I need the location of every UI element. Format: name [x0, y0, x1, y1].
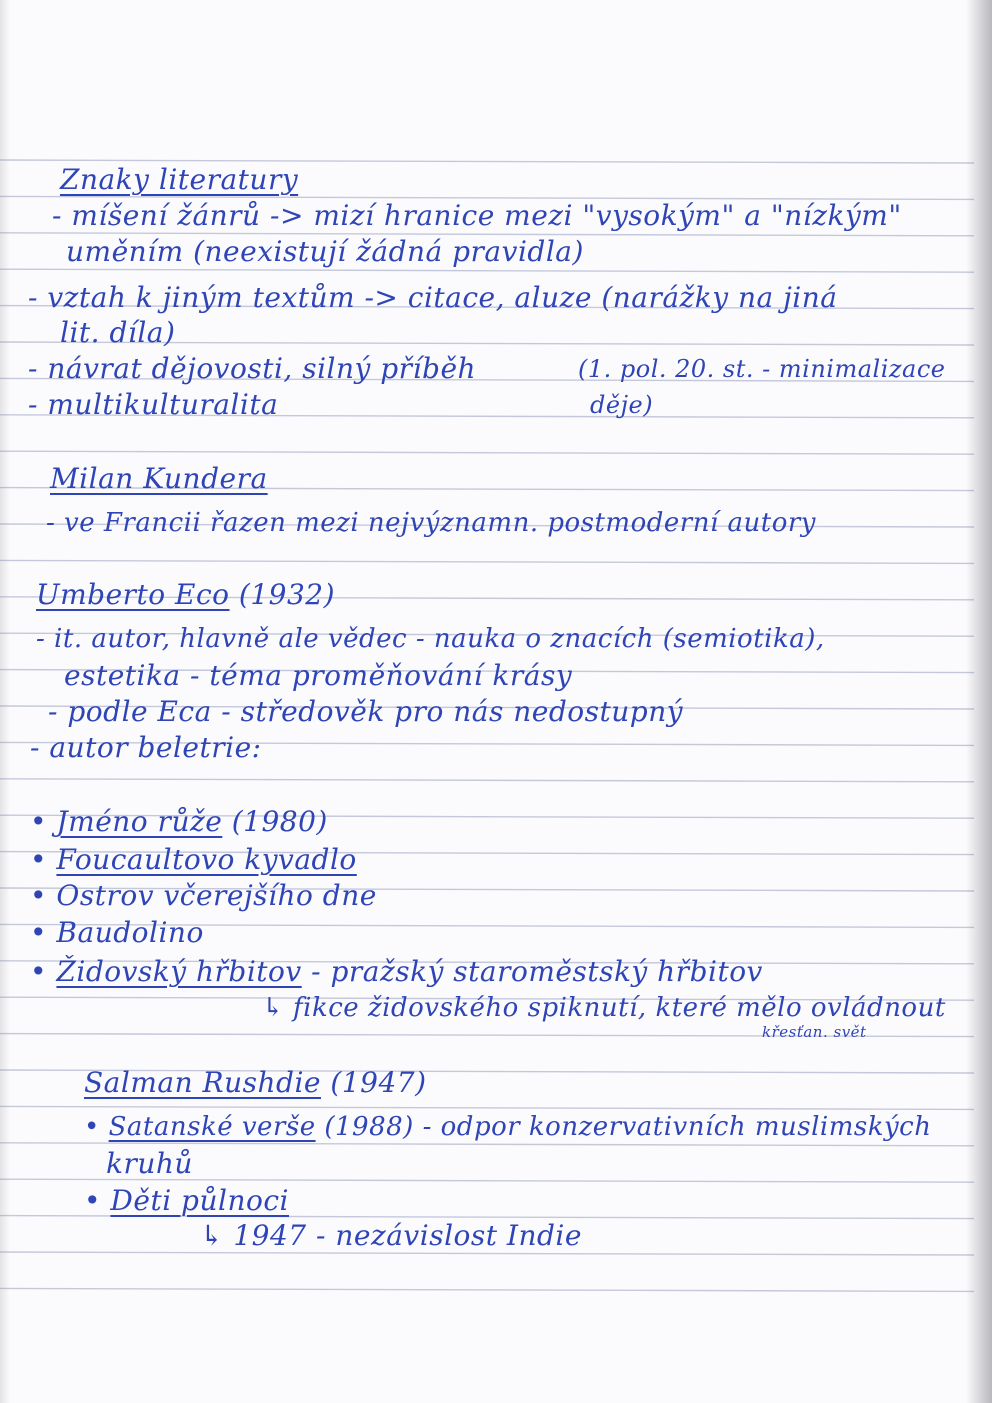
list-item: [30, 916, 204, 950]
work-title: Židovský hřbitov: [56, 955, 302, 988]
note-line: - it. autor, hlavně ale vědec - nauka o znacích (semiotika),: [36, 624, 825, 654]
heading-umberto-eco: [36, 578, 335, 612]
note-line: lit. díla): [60, 316, 176, 349]
note-line: uměním (neexistují žádná pravidla): [66, 235, 584, 268]
note-aside: (1. pol. 20. st. - minimalizace: [578, 355, 946, 383]
bullet: •: [30, 843, 48, 876]
heading-umberto-eco-name: Umberto Eco: [36, 578, 230, 611]
bullet: •: [84, 1112, 100, 1142]
list-item: [30, 879, 377, 913]
bullet: •: [30, 955, 48, 988]
note-line: ↳ fikce židovského spiknutí, které mělo ovládnout: [262, 993, 946, 1023]
note-aside: křesťan. svět: [762, 1023, 867, 1041]
bullet: •: [84, 1184, 102, 1217]
work-title: Baudolino: [56, 916, 204, 949]
note-line: ↳ 1947 - nezávislost Indie: [200, 1219, 582, 1252]
bullet: •: [30, 879, 48, 912]
work-title: Foucaultovo kyvadlo: [56, 843, 357, 876]
work-year: (1980): [231, 805, 328, 838]
work-title: Děti půlnoci: [110, 1184, 289, 1217]
note-line: - návrat dějovosti, silný příběh: [28, 352, 477, 385]
page-shadow-left: [0, 0, 10, 1403]
bullet: •: [30, 805, 48, 838]
list-item: [30, 805, 328, 839]
page-shadow-right: [966, 0, 992, 1403]
list-item: [84, 1184, 289, 1218]
work-title: Satanské verše: [108, 1112, 316, 1142]
note-aside: děje): [590, 391, 654, 419]
ruled-line: [0, 779, 974, 782]
note-line: - ve Francii řazen mezi nejvýznamn. postmoderní autory: [46, 508, 816, 538]
note-line: estetika - téma proměňování krásy: [64, 659, 573, 692]
ruled-line: [0, 1288, 974, 1291]
list-item: [30, 955, 763, 989]
heading-salman-rushdie-year: (1947): [330, 1066, 427, 1099]
list-item: [84, 1110, 932, 1144]
work-title: Jméno růže: [56, 805, 223, 838]
note-line: - autor beletrie:: [30, 731, 262, 764]
ruled-line: [0, 560, 974, 563]
note-line: - míšení žánrů -> mizí hranice mezi "vysokým" a "nízkým": [52, 199, 902, 232]
note-line: - vztah k jiným textům -> citace, aluze (narážky na jiná: [28, 281, 838, 314]
work-description: - pražský staroměstský hřbitov: [311, 955, 763, 988]
work-description: (1988) - odpor konzervativních muslimských: [324, 1112, 932, 1142]
ruled-line: [0, 451, 974, 454]
heading-salman-rushdie: [84, 1066, 427, 1100]
bullet: •: [30, 916, 48, 949]
heading-milan-kundera: Milan Kundera: [50, 462, 268, 495]
note-line: kruhů: [106, 1147, 193, 1180]
ruled-line: [0, 269, 974, 272]
heading-salman-rushdie-name: Salman Rushdie: [84, 1066, 321, 1099]
note-line: - multikulturalita: [28, 388, 279, 421]
heading-znaky-literatury: Znaky literatury: [60, 163, 299, 196]
ruled-line: [0, 1106, 974, 1109]
note-line: - podle Eca - středověk pro nás nedostupný: [48, 695, 684, 728]
work-title: Ostrov včerejšího dne: [56, 879, 377, 912]
list-item: [30, 843, 357, 877]
heading-umberto-eco-year: (1932): [238, 578, 336, 611]
